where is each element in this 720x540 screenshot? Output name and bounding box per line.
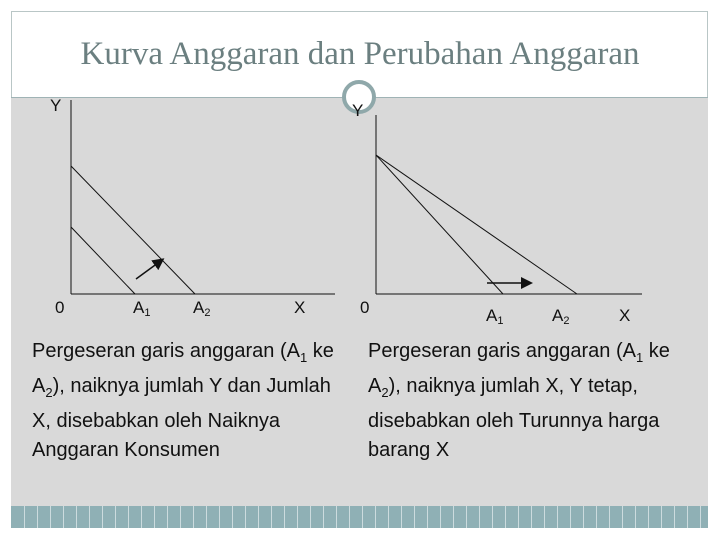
left-budget-line-a1: [71, 227, 135, 294]
left-caption: Pergeseran garis anggaran ($A_1$ ke $A_2$), naiknya jumlah Y dan Jumlah X, disebabkan oleh Naiknya Anggaran Konsumen: [32, 340, 334, 461]
left-x-axis-label: X: [294, 298, 306, 317]
right-budget-line-a2: [376, 155, 577, 294]
left-a2-label: $A_2$: [193, 298, 211, 319]
right-a1-label: $A_1$: [486, 306, 504, 327]
left-origin-label: 0: [55, 298, 65, 317]
right-budget-line-a1: [376, 155, 503, 294]
right-x-axis-label: X: [619, 306, 631, 325]
right-origin-label: 0: [360, 298, 370, 317]
right-a2-label: $A_2$: [552, 306, 570, 327]
left-shift-arrow: [136, 260, 162, 279]
left-y-axis-label: Y: [50, 96, 62, 115]
right-caption: Pergeseran garis anggaran ($A_1$ ke $A_2$), naiknya jumlah X, Y tetap, disebabkan oleh Turunnya harga barang X: [368, 340, 670, 461]
right-y-axis-label: Y: [352, 101, 364, 120]
left-a1-label: $A_1$: [133, 298, 151, 319]
left-budget-line-a2: [71, 166, 195, 294]
slide-title: Kurva Anggaran dan Perubahan Anggaran: [80, 36, 640, 72]
